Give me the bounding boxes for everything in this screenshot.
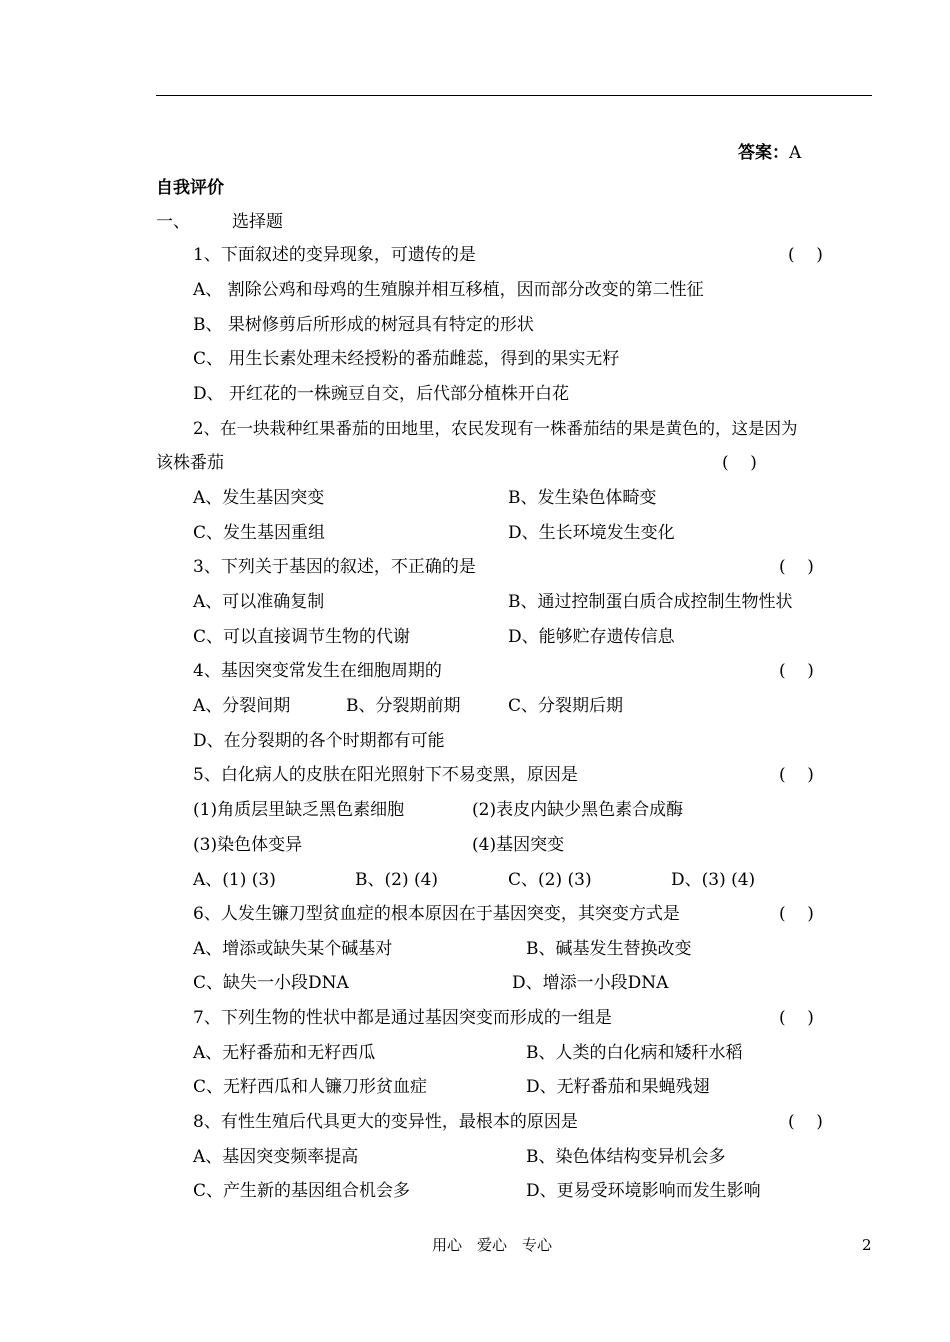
q3-option-c: C、可以直接调节生物的代谢 bbox=[193, 627, 411, 647]
section-heading: 选择题 bbox=[232, 212, 283, 232]
q2-answer-paren: ( ) bbox=[722, 453, 757, 473]
q7-option-d: D、无籽番茄和果蝇残翅 bbox=[526, 1077, 710, 1097]
q3-option-b: B、通过控制蛋白质合成控制生物性状 bbox=[508, 592, 793, 612]
q8-option-b: B、染色体结构变异机会多 bbox=[526, 1147, 726, 1167]
q2-option-d: D、生长环境发生变化 bbox=[508, 523, 675, 543]
answer-line bbox=[738, 142, 801, 164]
q7-option-b: B、人类的白化病和矮秆水稻 bbox=[526, 1043, 743, 1063]
q4-option-d: D、在分裂期的各个时期都有可能 bbox=[193, 731, 445, 751]
q8-answer-paren: ( ) bbox=[788, 1112, 823, 1132]
q1-option-d: D、 开红花的一株豌豆自交，后代部分植株开白花 bbox=[193, 384, 570, 404]
section-number: 一、 bbox=[156, 212, 190, 232]
q2-stem-line2: 该株番茄 bbox=[156, 453, 224, 473]
q1-option-c: C、 用生长素处理未经授粉的番茄雌蕊，得到的果实无籽 bbox=[193, 349, 620, 369]
q4-stem: 4、基因突变常发生在细胞周期的 bbox=[193, 661, 442, 681]
q5-option-d: D、(3) (4) bbox=[671, 870, 756, 890]
q7-stem: 7、下列生物的性状中都是通过基因突变而形成的一组是 bbox=[193, 1008, 612, 1028]
q5-statement-2: (2)表皮内缺少黑色素合成酶 bbox=[472, 800, 684, 820]
q6-option-b: B、碱基发生替换改变 bbox=[526, 939, 692, 959]
q8-option-a: A、基因突变频率提高 bbox=[193, 1147, 359, 1167]
q2-stem-line1: 2、在一块栽种红果番茄的田地里，农民发现有一株番茄结的果是黄色的，这是因为 bbox=[193, 419, 798, 438]
q2-option-b: B、发生染色体畸变 bbox=[508, 488, 657, 508]
q8-stem: 8、有性生殖后代具更大的变异性，最根本的原因是 bbox=[193, 1112, 578, 1132]
q1-answer-paren: ( ) bbox=[788, 245, 823, 265]
q5-stem: 5、白化病人的皮肤在阳光照射下不易变黑，原因是 bbox=[193, 765, 578, 785]
q7-option-a: A、无籽番茄和无籽西瓜 bbox=[193, 1043, 376, 1063]
q6-option-a: A、增添或缺失某个碱基对 bbox=[193, 939, 393, 959]
q5-option-a: A、(1) (3) bbox=[193, 870, 276, 890]
q4-answer-paren: ( ) bbox=[779, 661, 814, 681]
q5-option-b: B、(2) (4) bbox=[355, 870, 439, 890]
q1-option-b: B、 果树修剪后所形成的树冠具有特定的形状 bbox=[193, 315, 534, 335]
q3-answer-paren: ( ) bbox=[779, 557, 814, 577]
q5-option-c: C、(2) (3) bbox=[508, 870, 592, 890]
q5-answer-paren: ( ) bbox=[779, 765, 814, 785]
q6-option-c: C、缺失一小段DNA bbox=[193, 973, 349, 993]
q2-option-a: A、发生基因突变 bbox=[193, 488, 325, 508]
q3-option-d: D、能够贮存遗传信息 bbox=[508, 627, 675, 647]
q5-statement-3: (3)染色体变异 bbox=[193, 835, 303, 855]
q7-answer-paren: ( ) bbox=[779, 1008, 814, 1028]
q7-option-c: C、无籽西瓜和人镰刀形贫血症 bbox=[193, 1077, 428, 1097]
q6-option-d: D、增添一小段DNA bbox=[512, 973, 669, 993]
section-title: 自我评价 bbox=[156, 178, 224, 198]
page-number: 2 bbox=[862, 1236, 872, 1254]
header-rule bbox=[156, 95, 872, 96]
q1-option-a: A、 割除公鸡和母鸡的生殖腺并相互移植，因而部分改变的第二性征 bbox=[193, 280, 704, 300]
q1-stem: 1、下面叙述的变异现象，可遗传的是 bbox=[193, 245, 476, 265]
q5-statement-4: (4)基因突变 bbox=[472, 835, 565, 855]
q6-stem: 6、人发生镰刀型贫血症的根本原因在于基因突变，其突变方式是 bbox=[193, 904, 680, 924]
q4-option-b: B、分裂期前期 bbox=[346, 696, 461, 716]
answer-label: 答案： bbox=[738, 143, 789, 163]
answer-value: A bbox=[789, 143, 802, 163]
q8-option-d: D、更易受环境影响而发生影响 bbox=[526, 1181, 761, 1201]
q6-answer-paren: ( ) bbox=[779, 904, 814, 924]
q3-option-a: A、可以准确复制 bbox=[193, 592, 325, 612]
q3-stem: 3、下列关于基因的叙述，不正确的是 bbox=[193, 557, 476, 577]
q4-option-c: C、分裂期后期 bbox=[508, 696, 624, 716]
q8-option-c: C、产生新的基因组合机会多 bbox=[193, 1181, 411, 1201]
footer-slogan: 用心 爱心 专心 bbox=[432, 1236, 553, 1254]
q5-statement-1: (1)角质层里缺乏黑色素细胞 bbox=[193, 800, 405, 820]
q4-option-a: A、分裂间期 bbox=[193, 696, 291, 716]
q2-option-c: C、发生基因重组 bbox=[193, 523, 326, 543]
